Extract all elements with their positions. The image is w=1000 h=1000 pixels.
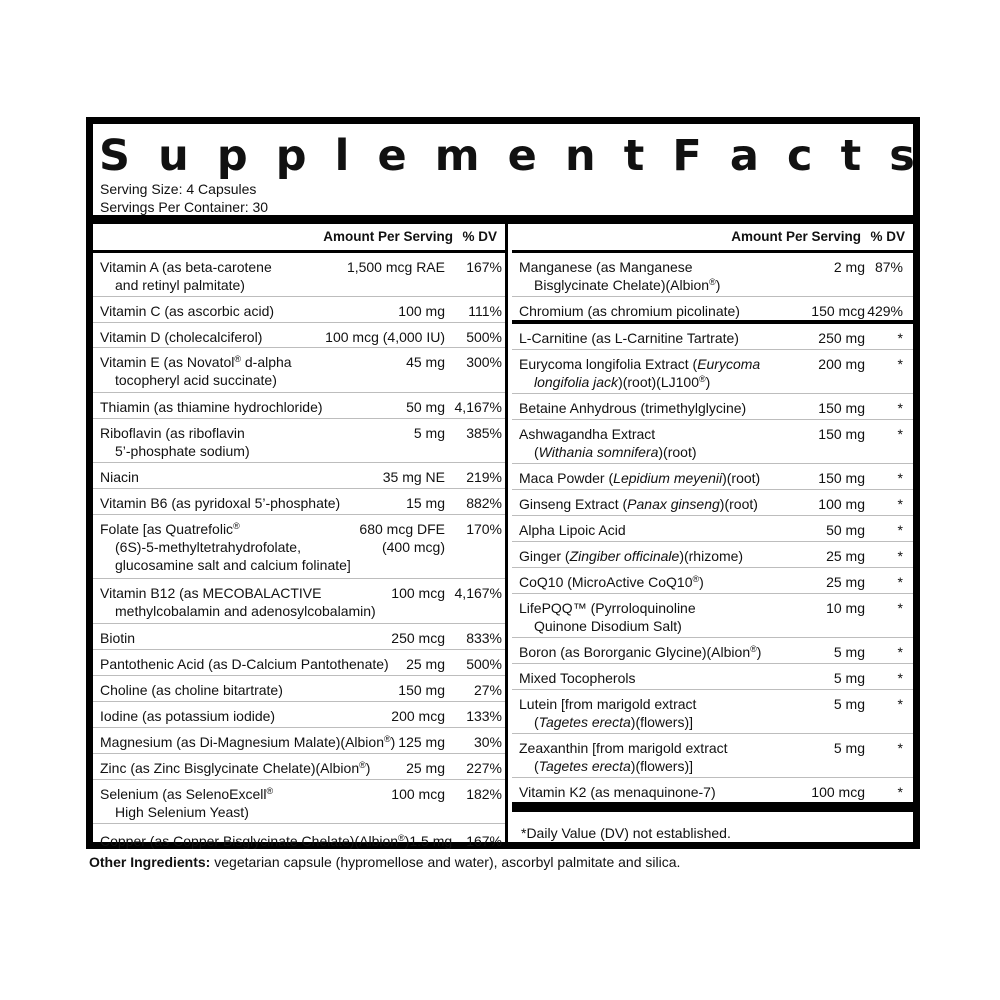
amount-cell: 150 mg bbox=[818, 400, 865, 416]
dv-footnote: *Daily Value (DV) not established. bbox=[521, 825, 731, 841]
nutrient-row-pantothenic-acid bbox=[93, 650, 505, 676]
nutrient-row-chromium bbox=[512, 297, 913, 324]
ingredient-name bbox=[100, 733, 395, 751]
dv-cell: * bbox=[897, 400, 903, 416]
title-letter: t bbox=[623, 131, 645, 181]
amount-cell: 5 mg bbox=[833, 740, 865, 756]
amount-cell: 250 mg bbox=[818, 330, 865, 346]
ingredient-name bbox=[100, 258, 272, 294]
ingredient-name bbox=[519, 739, 728, 775]
amount-cell: 25 mg bbox=[826, 548, 865, 564]
cell-text: Lepidium meyenii bbox=[613, 470, 723, 486]
ingredient-name: Vitamin C (as ascorbic acid) bbox=[100, 303, 275, 319]
title-letter: p bbox=[275, 131, 307, 181]
ingredient-name: Vitamin D (cholecalciferol) bbox=[100, 329, 263, 345]
amount-cell: 100 mcg bbox=[391, 585, 445, 601]
nutrient-row-iodine bbox=[93, 702, 505, 728]
right-column-header bbox=[512, 224, 913, 253]
ingredient-name: Choline (as choline bitartrate) bbox=[100, 682, 283, 698]
nutrient-row-copper bbox=[93, 824, 505, 854]
dv-cell: 133% bbox=[466, 708, 502, 724]
ingredient-name: Iodine (as potassium iodide) bbox=[100, 708, 276, 724]
cell-text: ( bbox=[534, 758, 539, 774]
dv-cell: * bbox=[897, 644, 903, 660]
ingredient-name bbox=[519, 495, 758, 513]
amount-cell: 200 mg bbox=[818, 356, 865, 372]
title-letter: F bbox=[672, 131, 702, 181]
cell-text: ( bbox=[534, 714, 539, 730]
ingredient-row-coq10 bbox=[512, 568, 913, 594]
cell-text: Magnesium (as Di-Magnesium Malate)(Albion bbox=[100, 734, 384, 750]
other-ingredients bbox=[89, 853, 680, 871]
other-ingredients-text: vegetarian capsule (hypromellose and water), ascorbyl palmitate and silica. bbox=[210, 854, 681, 870]
amount-cell: 150 mcg bbox=[811, 303, 865, 319]
registered-mark: ® bbox=[234, 354, 241, 364]
registered-mark: ® bbox=[692, 574, 700, 584]
ingredient-name bbox=[519, 599, 696, 635]
cell-text: CoQ10 (MicroActive CoQ10 bbox=[519, 574, 693, 590]
cell-text: )(rhizome) bbox=[679, 548, 744, 564]
cell-text: Zingiber officinale bbox=[569, 548, 680, 564]
ingredient-name bbox=[100, 520, 351, 574]
cell-text: Tagetes erecta bbox=[538, 714, 631, 730]
ingredient-row-vitamin-k2 bbox=[512, 778, 913, 802]
panel-title bbox=[99, 130, 915, 182]
dv-cell: * bbox=[897, 470, 903, 486]
amount-cell: 2 mg bbox=[833, 259, 865, 275]
cell-text: Ginseng Extract ( bbox=[519, 496, 628, 512]
cell-text: ) bbox=[404, 833, 410, 849]
cell-text: )(root) bbox=[719, 496, 758, 512]
amount-cell: 15 mg bbox=[406, 495, 445, 511]
amount-cell: 150 mg bbox=[818, 470, 865, 486]
amount-cell: 45 mg bbox=[406, 354, 445, 370]
registered-mark: ® bbox=[359, 760, 366, 770]
title-letter: S bbox=[99, 131, 130, 181]
amount-cell: 50 mg bbox=[406, 399, 445, 415]
registered-mark: ® bbox=[398, 833, 405, 843]
ingredient-row-mixed-tocopherols bbox=[512, 664, 913, 690]
ingredient-name: Thiamin (as thiamine hydrochloride) bbox=[100, 399, 323, 415]
ingredient-row-ashwagandha bbox=[512, 420, 913, 464]
title-letter: n bbox=[564, 131, 596, 181]
cell-text: ) bbox=[756, 644, 762, 660]
dv-cell: 30% bbox=[473, 734, 502, 750]
amount-cell: 5 mg bbox=[833, 696, 865, 712]
cell-text: ( bbox=[534, 444, 539, 460]
nutrient-row-vitamin-c bbox=[93, 297, 505, 323]
dv-cell: 167% bbox=[466, 833, 502, 849]
cell-text: ) bbox=[365, 760, 371, 776]
cell-text: Maca Powder ( bbox=[519, 470, 614, 486]
cell-text: Quinone Disodium Salt) bbox=[534, 618, 682, 634]
cell-text: Withania somnifera bbox=[538, 444, 659, 460]
cell-text: LifePQQ™ (Pyrroloquinoline bbox=[519, 600, 696, 616]
amount-cell: 100 mcg bbox=[811, 784, 865, 800]
ingredient-name bbox=[519, 355, 760, 391]
dv-cell: 4,167% bbox=[454, 585, 502, 601]
dv-cell: 111% bbox=[468, 303, 502, 319]
title-letter: t bbox=[840, 131, 862, 181]
nutrient-row-zinc bbox=[93, 754, 505, 780]
cell-text: Vitamin B12 (as MECOBALACTIVE bbox=[100, 585, 322, 601]
dv-cell: * bbox=[897, 696, 903, 712]
ingredient-row-zeaxanthin bbox=[512, 734, 913, 778]
dv-cell: 385% bbox=[466, 425, 502, 441]
amount-cell: 5 mg bbox=[833, 644, 865, 660]
registered-mark: ® bbox=[750, 644, 757, 654]
amount-cell: 150 mg bbox=[818, 426, 865, 442]
ingredient-name: Pantothenic Acid (as D-Calcium Pantothenate) bbox=[100, 656, 389, 672]
title-letter: l bbox=[334, 131, 350, 181]
title-letter: e bbox=[377, 131, 407, 181]
servings-per-container: Servings Per Container: 30 bbox=[100, 199, 269, 215]
cell-text: (6S)-5-methyltetrahydrofolate, bbox=[115, 539, 301, 555]
dv-cell: 429% bbox=[867, 303, 903, 319]
dv-cell: * bbox=[897, 740, 903, 756]
dv-cell: 87% bbox=[874, 259, 903, 275]
cell-text: Manganese (as Manganese bbox=[519, 259, 693, 275]
amount-cell: 150 mg bbox=[398, 682, 445, 698]
cell-text: and retinyl palmitate) bbox=[115, 277, 245, 293]
ingredient-row-lutein bbox=[512, 690, 913, 734]
ingredient-name bbox=[100, 785, 273, 821]
ingredient-name bbox=[519, 643, 761, 661]
cell-text: 5’-phosphate sodium) bbox=[115, 443, 250, 459]
dv-cell: 182% bbox=[466, 786, 502, 802]
ingredient-name: Mixed Tocopherols bbox=[519, 670, 636, 686]
nutrient-row-selenium bbox=[93, 780, 505, 824]
dv-cell: 4,167% bbox=[454, 399, 502, 415]
left-column bbox=[93, 224, 508, 849]
title-letter: m bbox=[434, 131, 480, 181]
dv-cell: 27% bbox=[473, 682, 502, 698]
cell-text: d-alpha bbox=[241, 354, 292, 370]
amount-cell: 100 mcg bbox=[391, 786, 445, 802]
dv-cell: * bbox=[897, 522, 903, 538]
dv-cell: 833% bbox=[466, 630, 502, 646]
title-letter: p bbox=[216, 131, 248, 181]
cell-text: Boron (as Bororganic Glycine)(Albion bbox=[519, 644, 751, 660]
dv-cell: * bbox=[897, 496, 903, 512]
amount-cell: 25 mg bbox=[406, 656, 445, 672]
dv-cell: 882% bbox=[466, 495, 502, 511]
amount-cell: 35 mg NE bbox=[382, 469, 445, 485]
ingredient-row-maca bbox=[512, 464, 913, 490]
amount-cell: 125 mg bbox=[398, 734, 445, 750]
dv-cell: 170% bbox=[466, 521, 502, 537]
cell-text: Riboflavin (as riboflavin bbox=[100, 425, 245, 441]
amount-cell: 1,500 mcg RAE bbox=[346, 259, 445, 275]
dv-cell: 219% bbox=[466, 469, 502, 485]
ingredient-name bbox=[100, 759, 370, 777]
nutrient-row-choline bbox=[93, 676, 505, 702]
nutrient-row-magnesium bbox=[93, 728, 505, 754]
amount-header: Amount Per Serving bbox=[323, 229, 453, 244]
nutrient-row-manganese bbox=[512, 253, 913, 297]
header-divider bbox=[93, 215, 913, 224]
cell-text: High Selenium Yeast) bbox=[115, 804, 249, 820]
dv-cell: * bbox=[897, 574, 903, 590]
cell-text: Eurycoma bbox=[697, 356, 761, 372]
ingredient-row-l-carnitine bbox=[512, 324, 913, 350]
dv-cell: * bbox=[897, 670, 903, 686]
cell-text: Folate [as Quatrefolic bbox=[100, 521, 234, 537]
cell-text: tocopheryl acid succinate) bbox=[115, 372, 277, 388]
title-letters bbox=[99, 130, 915, 182]
cell-text: 680 mcg DFE bbox=[359, 521, 445, 537]
ingredient-name bbox=[100, 832, 452, 850]
ingredient-name: Alpha Lipoic Acid bbox=[519, 522, 626, 538]
nutrient-row-thiamin bbox=[93, 393, 505, 419]
ingredient-row-ginger bbox=[512, 542, 913, 568]
cell-text: Zeaxanthin [from marigold extract bbox=[519, 740, 728, 756]
nutrient-row-folate bbox=[93, 515, 505, 579]
registered-mark: ® bbox=[384, 734, 391, 744]
cell-text: )(root) bbox=[722, 470, 761, 486]
amount-cell: 100 mcg (4,000 IU) bbox=[325, 329, 445, 345]
dv-cell: 227% bbox=[466, 760, 502, 776]
ingredient-row-betaine bbox=[512, 394, 913, 420]
cell-text bbox=[519, 373, 760, 391]
cell-text: Vitamin A (as beta-carotene bbox=[100, 259, 272, 275]
nutrient-row-vitamin-d bbox=[93, 323, 505, 348]
registered-mark: ® bbox=[266, 786, 274, 796]
amount-cell: 25 mg bbox=[826, 574, 865, 590]
cell-text: )(root)(LJ100 bbox=[618, 374, 699, 390]
ingredient-row-lifepqq bbox=[512, 594, 913, 638]
nutrient-row-vitamin-b12 bbox=[93, 579, 505, 624]
cell-text: Eurycoma longifolia Extract ( bbox=[519, 356, 698, 372]
ingredient-name bbox=[519, 425, 697, 461]
amount-cell: 100 mg bbox=[818, 496, 865, 512]
nutrient-row-vitamin-e bbox=[93, 348, 505, 393]
dv-cell: * bbox=[897, 356, 903, 372]
cell-text: Panax ginseng bbox=[627, 496, 720, 512]
ingredient-name: L-Carnitine (as L-Carnitine Tartrate) bbox=[519, 330, 739, 346]
ingredient-name bbox=[519, 469, 760, 487]
amount-cell: 100 mg bbox=[398, 303, 445, 319]
cell-text: longifolia jack bbox=[534, 374, 619, 390]
dv-cell: 300% bbox=[466, 354, 502, 370]
ingredient-name bbox=[100, 353, 292, 389]
cell-text: Ashwagandha Extract bbox=[519, 426, 656, 442]
dv-cell: * bbox=[897, 330, 903, 346]
amount-cell: 200 mcg bbox=[391, 708, 445, 724]
cell-text: Zinc (as Zinc Bisglycinate Chelate)(Albion bbox=[100, 760, 360, 776]
ingredient-name: Chromium (as chromium picolinate) bbox=[519, 303, 740, 319]
ingredient-name: Vitamin B6 (as pyridoxal 5’-phosphate) bbox=[100, 495, 341, 511]
ingredient-name bbox=[519, 573, 704, 591]
cell-text: methylcobalamin and adenosylcobalamin) bbox=[115, 603, 376, 619]
ingredient-row-ginseng bbox=[512, 490, 913, 516]
dv-header: % DV bbox=[870, 229, 905, 244]
ingredient-name bbox=[100, 424, 250, 460]
dv-cell: 500% bbox=[466, 656, 502, 672]
serving-size: Serving Size: 4 Capsules bbox=[100, 181, 257, 197]
cell-text: ) bbox=[699, 574, 704, 590]
cell-text: (400 mcg) bbox=[381, 539, 445, 555]
title-letter: e bbox=[507, 131, 537, 181]
cell-text: )(flowers)] bbox=[630, 758, 694, 774]
amount-header: Amount Per Serving bbox=[731, 229, 861, 244]
ingredient-row-boron bbox=[512, 638, 913, 664]
title-letter: s bbox=[889, 131, 915, 181]
cell-text: ) bbox=[390, 734, 396, 750]
amount-cell bbox=[359, 520, 445, 556]
right-column bbox=[512, 224, 913, 842]
dv-cell: 167% bbox=[466, 259, 502, 275]
cell-text: Ginger ( bbox=[519, 548, 570, 564]
cell-text: )(flowers)] bbox=[630, 714, 694, 730]
ingredient-name bbox=[519, 547, 743, 565]
registered-mark: ® bbox=[698, 374, 706, 384]
dv-cell: * bbox=[897, 600, 903, 616]
nutrient-row-riboflavin bbox=[93, 419, 505, 463]
cell-text bbox=[519, 713, 696, 731]
amount-cell: 25 mg bbox=[406, 760, 445, 776]
ingredient-name: Biotin bbox=[100, 630, 136, 646]
ingredient-name bbox=[519, 695, 696, 731]
title-letter: a bbox=[729, 131, 759, 181]
cell-text: ) bbox=[705, 374, 711, 390]
cell-text: Tagetes erecta bbox=[538, 758, 631, 774]
amount-cell: 5 mg bbox=[833, 670, 865, 686]
amount-cell: 10 mg bbox=[826, 600, 865, 616]
title-letter: u bbox=[158, 131, 189, 181]
left-column-header bbox=[93, 224, 505, 253]
dv-cell: * bbox=[897, 426, 903, 442]
amount-cell: 250 mcg bbox=[391, 630, 445, 646]
ingredient-row-alpha-lipoic-acid bbox=[512, 516, 913, 542]
cell-text: Copper (as Copper Bisglycinate Chelate)(Albion bbox=[100, 833, 399, 849]
ingredient-name bbox=[100, 584, 376, 620]
ingredient-name: Betaine Anhydrous (trimethylglycine) bbox=[519, 400, 747, 416]
supplement-facts-panel bbox=[86, 117, 920, 849]
ingredient-name: Niacin bbox=[100, 469, 139, 485]
cell-text bbox=[519, 443, 697, 461]
nutrient-row-biotin bbox=[93, 624, 505, 650]
nutrient-row-niacin bbox=[93, 463, 505, 489]
dv-cell: * bbox=[897, 784, 903, 800]
cell-text: glucosamine salt and calcium folinate] bbox=[115, 557, 351, 573]
cell-text bbox=[519, 276, 720, 294]
cell-text: Selenium (as SelenoExcell bbox=[100, 786, 267, 802]
footnote-divider bbox=[512, 802, 913, 812]
cell-text: Vitamin E (as Novatol bbox=[100, 354, 235, 370]
registered-mark: ® bbox=[709, 277, 716, 287]
nutrient-row-vitamin-a bbox=[93, 253, 505, 297]
cell-text: Lutein [from marigold extract bbox=[519, 696, 697, 712]
registered-mark: ® bbox=[233, 521, 240, 531]
cell-text: ) bbox=[715, 277, 721, 293]
cell-text: 1.5 mg bbox=[409, 833, 453, 849]
title-letter: c bbox=[786, 131, 813, 181]
nutrient-row-vitamin-b6 bbox=[93, 489, 505, 515]
ingredient-name: Vitamin K2 (as menaquinone-7) bbox=[519, 784, 716, 800]
amount-cell: 5 mg bbox=[413, 425, 445, 441]
ingredient-name bbox=[519, 258, 720, 294]
ingredient-row-eurycoma bbox=[512, 350, 913, 394]
dv-cell: 500% bbox=[466, 329, 502, 345]
cell-text: )(root) bbox=[658, 444, 697, 460]
cell-text bbox=[519, 757, 728, 775]
amount-cell: 50 mg bbox=[826, 522, 865, 538]
cell-text: Bisglycinate Chelate)(Albion bbox=[534, 277, 710, 293]
dv-cell: * bbox=[897, 548, 903, 564]
dv-header: % DV bbox=[462, 229, 497, 244]
other-ingredients-label: Other Ingredients: bbox=[89, 854, 211, 870]
